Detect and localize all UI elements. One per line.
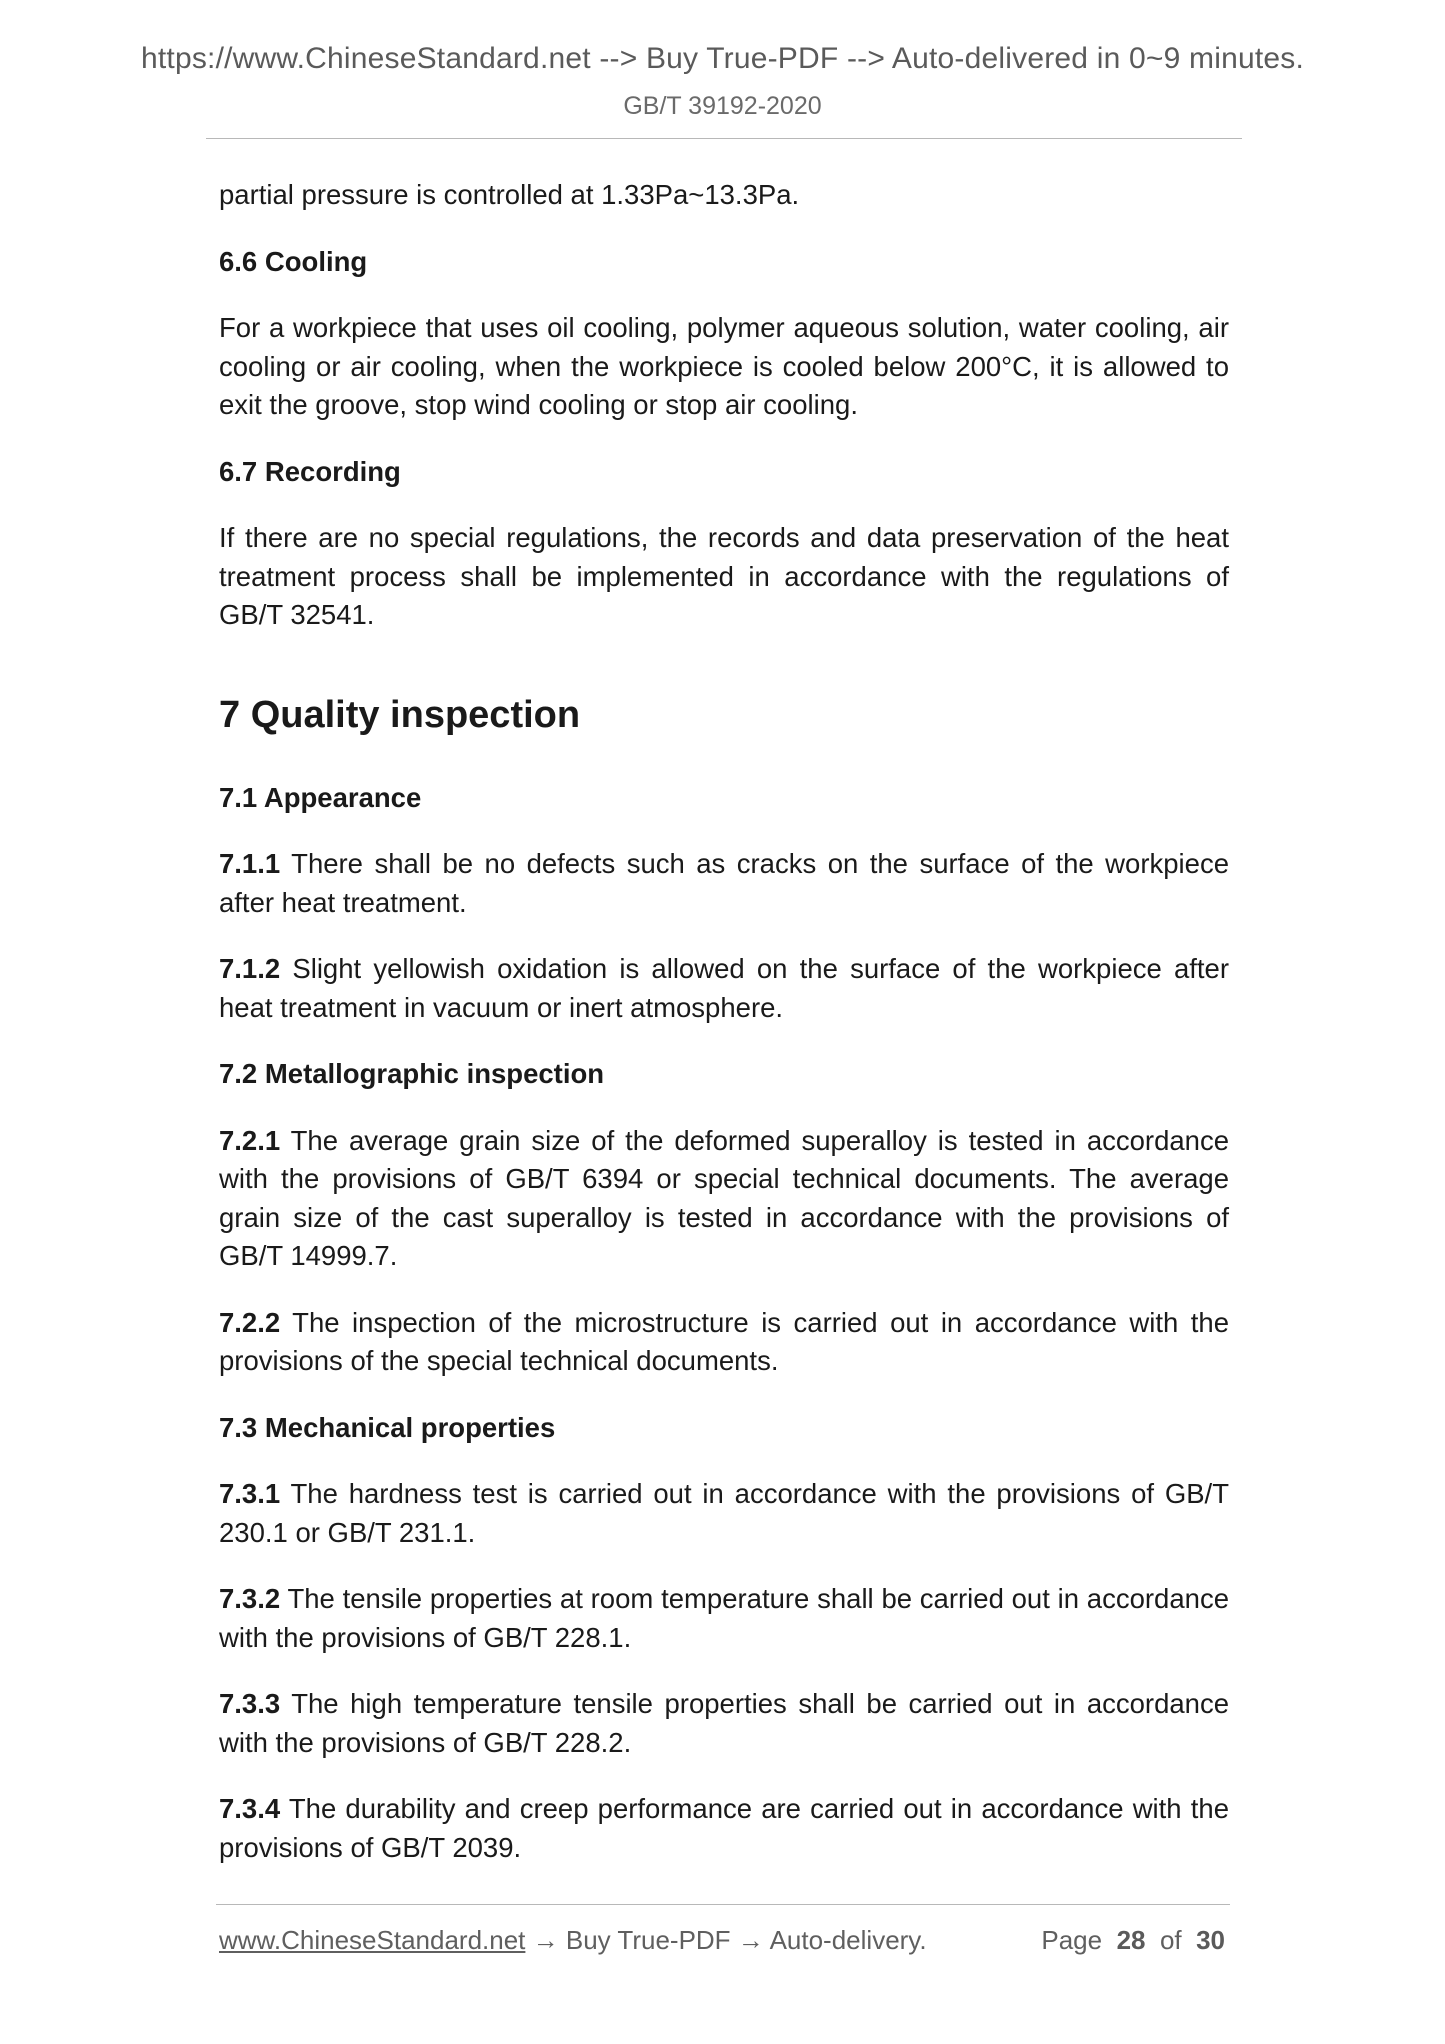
page-footer [219,1925,1229,1956]
clause-text: The durability and creep performance are carried out in accordance with the provisions of GB/T 2039. [219,1793,1229,1863]
chapter-heading-7: 7 Quality inspection [219,693,581,736]
page-content [219,176,1229,1895]
clause-7-2-1 [219,1122,1229,1276]
clause-text: The high temperature tensile properties shall be carried out in accordance with the provisions of GB/T 228.2. [219,1688,1229,1758]
section-heading-7-3: 7.3 Mechanical properties [219,1411,556,1443]
footer-divider [216,1904,1230,1905]
clause-number: 7.2.2 [219,1306,281,1338]
page-total: 30 [1196,1925,1225,1955]
clause-7-3-3 [219,1685,1229,1762]
clause-text: Slight yellowish oxidation is allowed on the surface of the workpiece after heat treatment in vacuum or inert atmosphere. [219,953,1229,1023]
clause-7-3-2 [219,1580,1229,1657]
clause-7-3-4 [219,1790,1229,1867]
footer-tagline: → Buy True-PDF → Auto-delivery. [525,1925,927,1955]
clause-number: 7.3.1 [219,1478,281,1509]
page-current: 28 [1116,1925,1146,1955]
page-indicator [1041,1925,1225,1956]
clause-text: There shall be no defects such as cracks on the surface of the workpiece after heat treatment. [219,848,1229,918]
section-6-6-text: For a workpiece that uses oil cooling, polymer aqueous solution, water cooling, air cooling or air cooling, when the workpiece is cooled below 200°C, it is allowed to exit the groove, stop wind cooling or stop air cooling. [219,312,1229,420]
clause-text: The hardness test is carried out in accordance with the provisions of GB/T 230.1 or GB/T 231.1. [219,1478,1229,1548]
section-heading-7-1: 7.1 Appearance [219,781,422,813]
clause-number: 7.1.2 [219,953,281,984]
page-of-label: of [1159,1925,1182,1955]
clause-number: 7.2.1 [219,1124,281,1156]
clause-number: 7.3.4 [219,1793,281,1824]
page-label: Page [1041,1925,1103,1955]
continuation-paragraph: partial pressure is controlled at 1.33Pa~13.3Pa. [219,179,800,210]
clause-7-3-1 [219,1475,1229,1552]
clause-text: The tensile properties at room temperature shall be carried out in accordance with the provisions of GB/T 228.1. [219,1583,1229,1653]
section-heading-6-6: 6.6 Cooling [219,245,368,277]
clause-number: 7.1.1 [219,848,281,879]
document-code: GB/T 39192-2020 [623,92,822,120]
clause-7-2-2 [219,1304,1229,1381]
clause-7-1-2 [219,950,1229,1027]
site-link[interactable]: www.ChineseStandard.net [219,1925,526,1955]
clause-text: The average grain size of the deformed superalloy is tested in accordance with the provisions of GB/T 6394 or special technical documents. The average grain size of the cast superalloy is tested in accordance with the provisions of GB/T 14999.7. [219,1124,1229,1271]
section-heading-7-2: 7.2 Metallographic inspection [219,1058,605,1089]
section-heading-6-7: 6.7 Recording [219,455,401,487]
clause-number: 7.3.2 [219,1583,281,1614]
clause-number: 7.3.3 [219,1688,281,1719]
source-banner: https://www.ChineseStandard.net --> Buy True-PDF --> Auto-delivered in 0~9 minutes. [141,42,1304,75]
section-6-7-text: If there are no special regulations, the records and data preservation of the heat treatment process shall be implemented in accordance with the regulations of GB/T 32541. [219,522,1229,630]
clause-7-1-1 [219,845,1229,922]
header-divider [206,138,1242,139]
clause-text: The inspection of the microstructure is carried out in accordance with the provisions of the special technical documents. [219,1306,1229,1376]
